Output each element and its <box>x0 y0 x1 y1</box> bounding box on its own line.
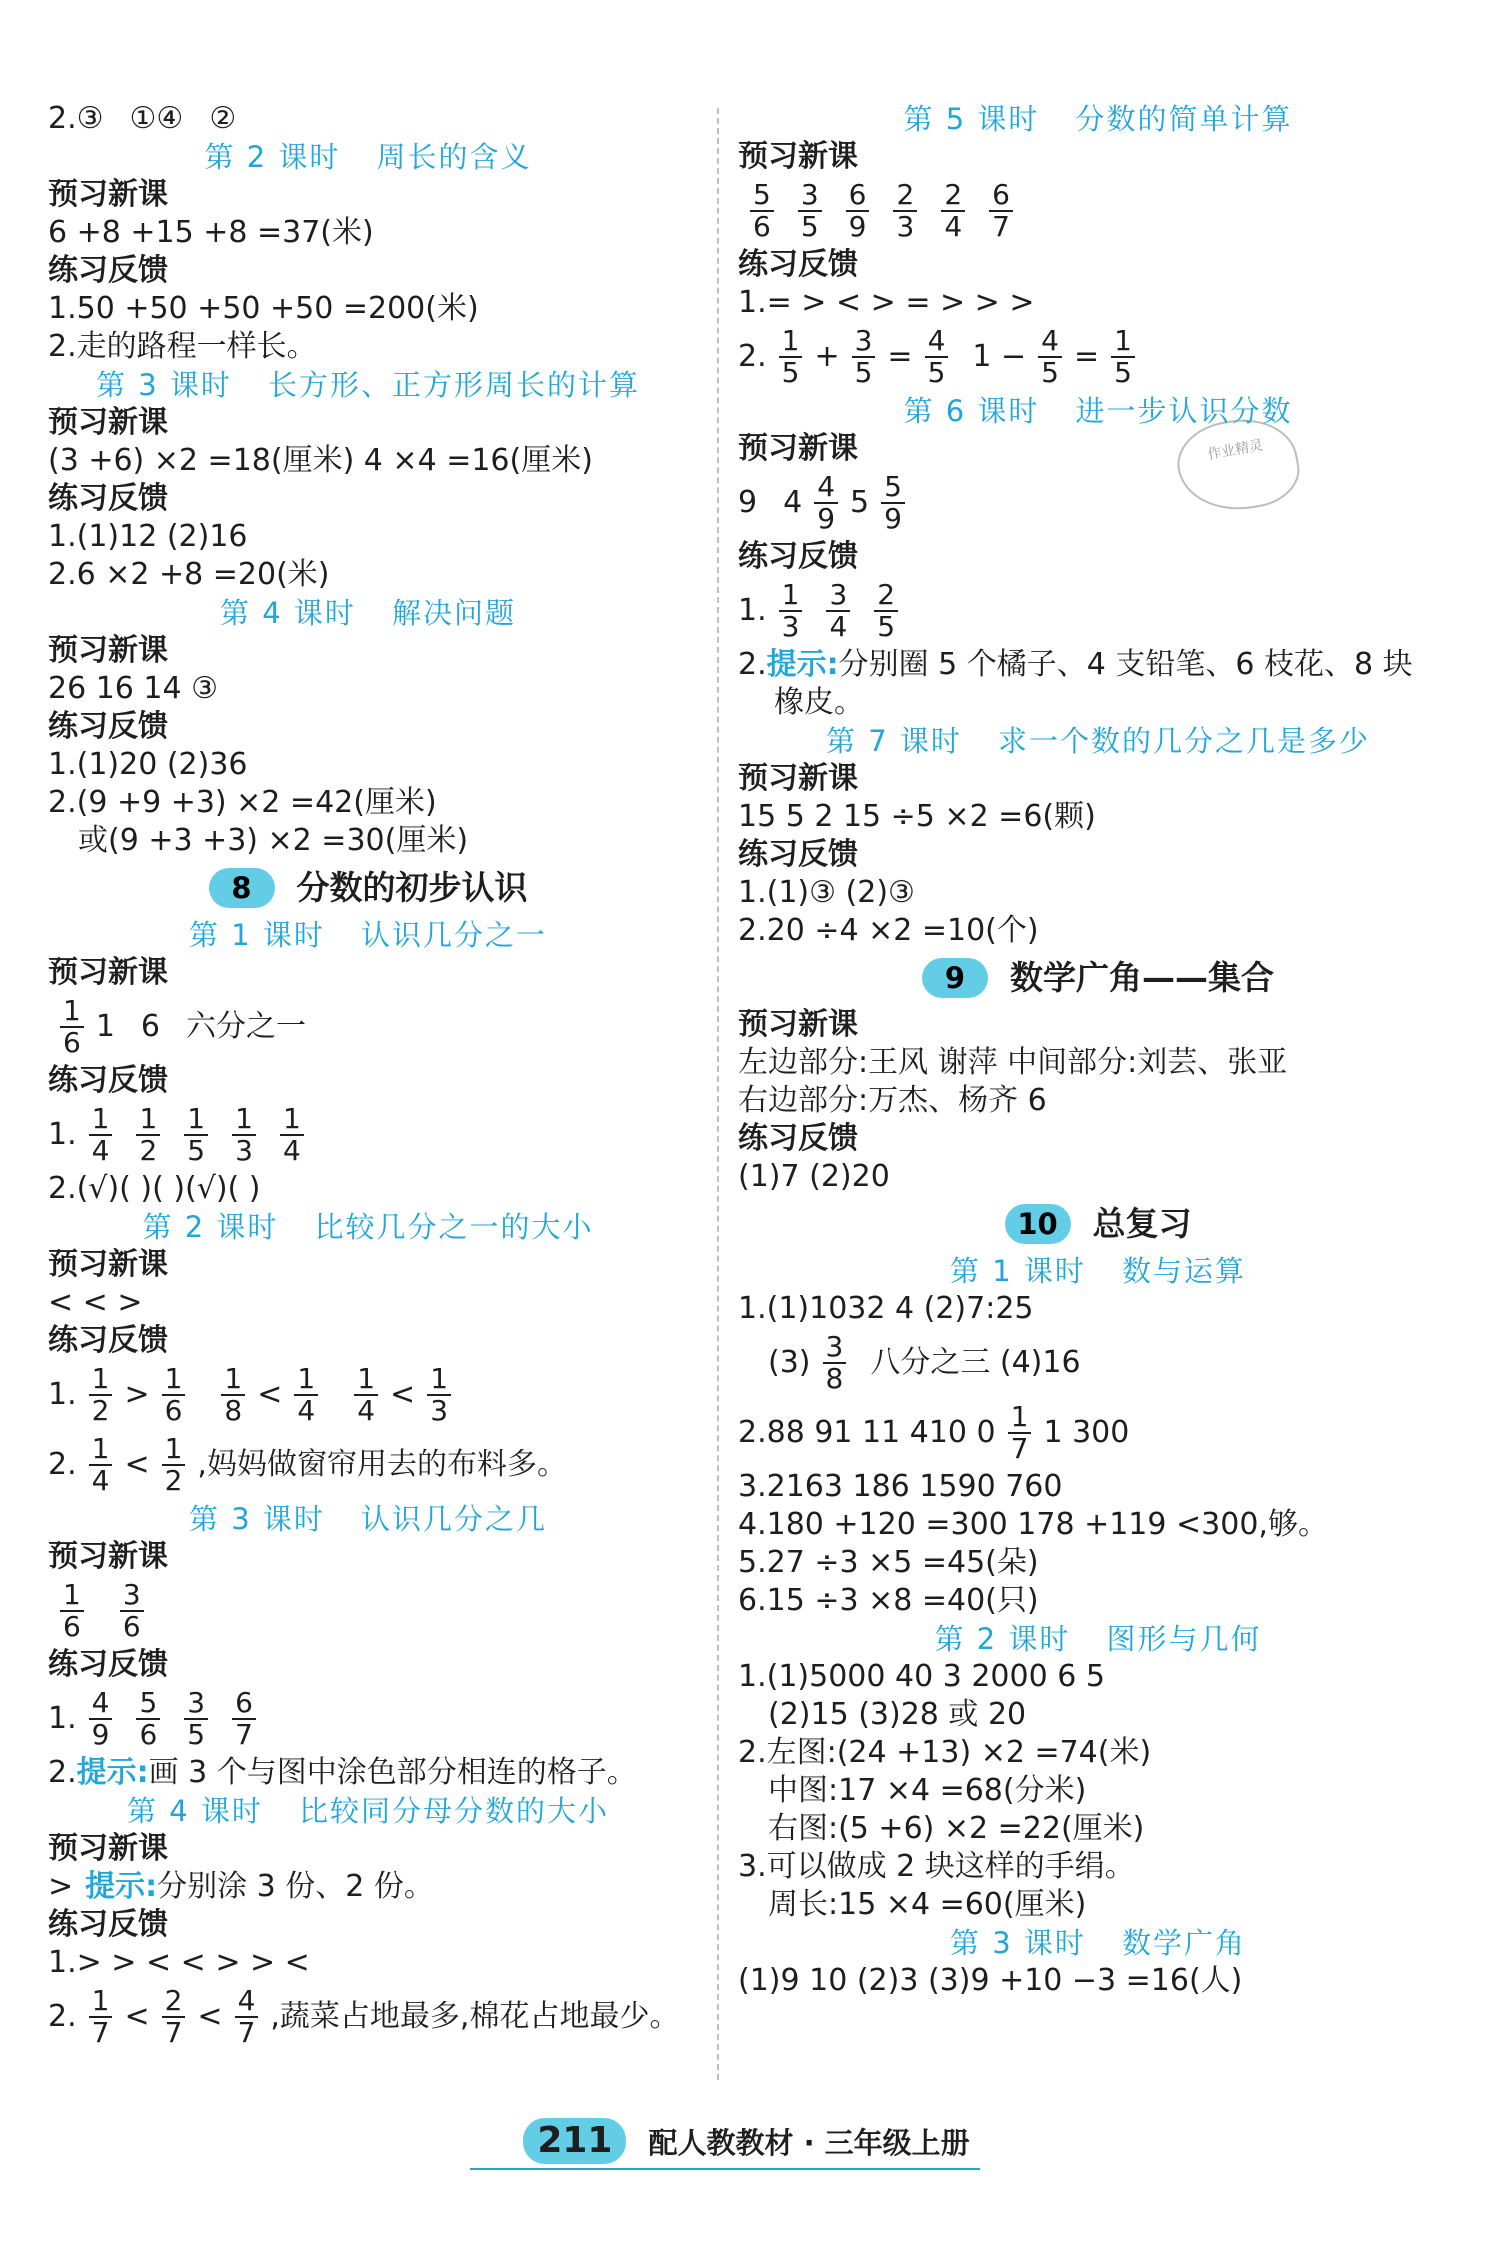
answer-line: 或(9 +3 +3) ×2 =30(厘米) <box>78 823 469 858</box>
fraction: $\frac{1}{2}$ <box>162 1434 186 1496</box>
lesson-heading: 第 4 课时 比较同分母分数的大小 <box>127 1794 609 1828</box>
lesson-heading: 第 4 课时 解决问题 <box>220 596 516 630</box>
unit-title: 10 总复习 <box>738 1196 1458 1252</box>
fraction: $\frac{3}{8}$ <box>823 1332 847 1394</box>
answer-line: 2.走的路程一样长。 <box>48 329 317 364</box>
answer-line: 1.(1)5000 40 3 2000 6 5 <box>738 1659 1105 1694</box>
preview-label: 预习新课 <box>738 1007 858 1042</box>
practice-label: 练习反馈 <box>48 1323 168 1358</box>
answer-line: $\frac{1}{6}$ 1 6 六分之一 <box>48 992 688 1062</box>
fraction: $\frac{1}{8}$ <box>221 1364 245 1426</box>
answer-line: 2. 提示: 画 3 个与图中涂色部分相连的格子。 <box>48 1755 637 1790</box>
answer-line <box>48 1576 688 1646</box>
answer-line: 9 4 $\frac{4}{9}$ 5 $\frac{5}{9}$ <box>738 468 1458 538</box>
practice-label: 练习反馈 <box>48 1907 168 1942</box>
fraction: $\frac{1}{4}$ <box>89 1104 113 1166</box>
answer-line: 2.20 ÷4 ×2 =10(个) <box>738 913 1039 948</box>
fraction: $\frac{3}{5}$ <box>798 180 822 242</box>
practice-label: 练习反馈 <box>738 539 858 574</box>
fraction: $\frac{2}{5}$ <box>874 580 898 642</box>
hint-label: 提示: <box>76 1755 149 1790</box>
answer-line: (1)9 10 (2)3 (3)9 +10 −3 =16(人) <box>738 1963 1243 1998</box>
practice-label: 练习反馈 <box>48 709 168 744</box>
preview-label: 预习新课 <box>738 761 858 796</box>
fraction: $\frac{3}{4}$ <box>826 580 850 642</box>
answer-line: (3) $\frac{3}{8}$ 八分之三 (4)16 <box>768 1329 1081 1395</box>
fraction: $\frac{1}{6}$ <box>60 996 84 1058</box>
preview-label: 预习新课 <box>48 177 168 212</box>
practice-label: 练习反馈 <box>738 1121 858 1156</box>
fraction: $\frac{5}{6}$ <box>750 180 774 242</box>
answer-line: 4.180 +120 =300 178 +119 <300,够。 <box>738 1507 1328 1542</box>
fraction: $\frac{1}{4}$ <box>294 1364 318 1426</box>
lesson-heading: 第 2 课时 比较几分之一的大小 <box>142 1210 594 1244</box>
answer-line: < < > <box>48 1285 143 1320</box>
answer-line: 右图:(5 +6) ×2 =22(厘米) <box>768 1811 1145 1846</box>
fraction: $\frac{4}{7}$ <box>235 1986 259 2048</box>
answer-line: 5.27 ÷3 ×5 =45(朵) <box>738 1545 1039 1580</box>
answer-line: 1. $\frac{1}{2}$ > $\frac{1}{6}$ $\frac{1}{8}$ < $\frac{1}{4}$ $\frac{1}{4}$ < $\frac{1}{3}$ <box>48 1360 688 1430</box>
answer-line: 1. $\frac{1}{3}$ $\frac{3}{4}$ $\frac{2}{5}$ <box>738 576 1458 646</box>
answer-line: 2.左图:(24 +13) ×2 =74(米) <box>738 1735 1152 1770</box>
answer-line: 1.50 +50 +50 +50 =200(米) <box>48 291 479 326</box>
answer-line: 2.88 91 11 410 0 $\frac{1}{7}$ 1 300 <box>738 1399 1130 1465</box>
fraction: $\frac{1}{2}$ <box>89 1364 113 1426</box>
fraction: $\frac{4}{9}$ <box>89 1688 113 1750</box>
footer-underline <box>470 2168 980 2170</box>
left-column <box>48 100 688 2052</box>
lesson-heading: 第 2 课时 图形与几何 <box>934 1622 1262 1656</box>
practice-label: 练习反馈 <box>738 837 858 872</box>
answer-line: 1.> > < < > > < <box>48 1945 310 1980</box>
fraction: $\frac{3}{6}$ <box>120 1580 144 1642</box>
lesson-heading: 第 1 课时 认识几分之一 <box>189 918 547 952</box>
unit-number-badge: 8 <box>209 868 275 908</box>
hint-label: 提示: <box>766 647 839 682</box>
hint-label: 提示: <box>85 1869 158 1904</box>
fraction: $\frac{2}{7}$ <box>162 1986 186 2048</box>
answer-line: 6.15 ÷3 ×8 =40(只) <box>738 1583 1039 1618</box>
preview-label: 预习新课 <box>48 405 168 440</box>
answer-line: (1)7 (2)20 <box>738 1159 890 1194</box>
answer-line: 1. $\frac{1}{4}$ $\frac{1}{2}$ $\frac{1}{5}$ $\frac{1}{3}$ $\frac{1}{4}$ <box>48 1100 688 1170</box>
fraction: $\frac{1}{3}$ <box>232 1104 256 1166</box>
fraction: $\frac{5}{6}$ <box>136 1688 160 1750</box>
fraction: $\frac{1}{7}$ <box>1008 1402 1032 1464</box>
fraction: $\frac{1}{5}$ <box>779 326 803 388</box>
practice-label: 练习反馈 <box>48 1647 168 1682</box>
fraction: $\frac{4}{5}$ <box>925 326 949 388</box>
fraction: $\frac{6}{7}$ <box>232 1688 256 1750</box>
practice-label: 练习反馈 <box>48 481 168 516</box>
answer-line: 2. $\frac{1}{4}$ < $\frac{1}{2}$ ,妈妈做窗帘用去的布料多。 <box>48 1431 567 1497</box>
answer-line: 1.(1)1032 4 (2)7:25 <box>738 1291 1034 1326</box>
preview-label: 预习新课 <box>48 633 168 668</box>
answer-line: 1.(1)20 (2)36 <box>48 747 248 782</box>
unit-title: 9 数学广角——集合 <box>738 950 1458 1006</box>
lesson-heading: 第 5 课时 分数的简单计算 <box>903 102 1293 136</box>
fraction: $\frac{1}{4}$ <box>89 1434 113 1496</box>
fraction: $\frac{6}{9}$ <box>846 180 870 242</box>
fraction: $\frac{1}{2}$ <box>136 1104 160 1166</box>
answer-line: 2.(9 +9 +3) ×2 =42(厘米) <box>48 785 437 820</box>
fraction: $\frac{1}{5}$ <box>184 1104 208 1166</box>
fraction: $\frac{4}{9}$ <box>814 472 838 534</box>
preview-label: 预习新课 <box>48 955 168 990</box>
fraction: $\frac{1}{4}$ <box>354 1364 378 1426</box>
answer-line: 2.6 ×2 +8 =20(米) <box>48 557 330 592</box>
practice-label: 练习反馈 <box>48 253 168 288</box>
unit-title: 8 分数的初步认识 <box>48 860 688 916</box>
preview-label: 预习新课 <box>48 1831 168 1866</box>
unit-number-badge: 9 <box>922 958 988 998</box>
answer-line: 中图:17 ×4 =68(分米) <box>768 1773 1087 1808</box>
answer-line: 1.(1)12 (2)16 <box>48 519 248 554</box>
lesson-heading: 第 2 课时 周长的含义 <box>204 140 532 174</box>
preview-label: 预习新课 <box>48 1539 168 1574</box>
answer-line: 2. $\frac{1}{5}$ + $\frac{3}{5}$ = $\frac{4}{5}$ 1 − $\frac{4}{5}$ = $\frac{1}{5}$ <box>738 322 1458 392</box>
lesson-heading: 第 3 课时 数学广角 <box>950 1926 1246 1960</box>
fraction: $\frac{1}{3}$ <box>427 1364 451 1426</box>
practice-label: 练习反馈 <box>48 1063 168 1098</box>
answer-line: 右边部分:万杰、杨齐 6 <box>738 1083 1047 1118</box>
fraction: $\frac{1}{4}$ <box>280 1104 304 1166</box>
answer-line: 15 5 2 15 ÷5 ×2 =6(颗) <box>738 799 1096 834</box>
lesson-heading: 第 3 课时 认识几分之几 <box>189 1502 547 1536</box>
lesson-heading: 第 3 课时 长方形、正方形周长的计算 <box>96 368 640 402</box>
answer-line: 1.(1)③ (2)③ <box>738 875 915 910</box>
fraction: $\frac{1}{3}$ <box>779 580 803 642</box>
unit-number-badge: 10 <box>1005 1204 1071 1244</box>
fraction: $\frac{1}{5}$ <box>1111 326 1135 388</box>
answer-line: 左边部分:王风 谢萍 中间部分:刘芸、张亚 <box>738 1045 1288 1080</box>
preview-label: 预习新课 <box>738 139 858 174</box>
fraction: $\frac{3}{5}$ <box>184 1688 208 1750</box>
fraction: $\frac{6}{7}$ <box>989 180 1013 242</box>
fraction: $\frac{1}{7}$ <box>89 1986 113 2048</box>
lesson-heading: 第 1 课时 数与运算 <box>950 1254 1246 1288</box>
fraction: $\frac{2}{4}$ <box>941 180 965 242</box>
answer-line: 6 +8 +15 +8 =37(米) <box>48 215 374 250</box>
lesson-heading: 第 6 课时 进一步认识分数 <box>903 394 1293 428</box>
fraction: $\frac{3}{5}$ <box>852 326 876 388</box>
fraction: $\frac{5}{9}$ <box>881 472 905 534</box>
answer-line: 橡皮。 <box>774 685 864 720</box>
answer-line: 3.可以做成 2 块这样的手绢。 <box>738 1849 1135 1884</box>
preview-label: 预习新课 <box>48 1247 168 1282</box>
lesson-heading: 第 7 课时 求一个数的几分之几是多少 <box>826 724 1370 758</box>
answer-line <box>738 176 1458 246</box>
answer-line: 1. $\frac{4}{9}$ $\frac{5}{6}$ $\frac{3}{5}$ $\frac{6}{7}$ <box>48 1684 688 1754</box>
answer-line: (3 +6) ×2 =18(厘米) 4 ×4 =16(厘米) <box>48 443 593 478</box>
practice-label: 练习反馈 <box>738 247 858 282</box>
page-number: 211 <box>523 2118 626 2164</box>
answer-line: 3.2163 186 1590 760 <box>738 1469 1063 1504</box>
answer-line: 2. $\frac{1}{7}$ < $\frac{2}{7}$ < $\frac{4}{7}$ ,蔬菜占地最多,棉花占地最少。 <box>48 1983 680 2049</box>
fraction: $\frac{2}{3}$ <box>893 180 917 242</box>
page-footer <box>0 2118 1493 2164</box>
watermark-stamp: 作业精灵 <box>1171 410 1305 519</box>
answer-line: 26 16 14 ③ <box>48 671 219 706</box>
answer-line: 2. ③ ①④ ② <box>48 101 237 136</box>
answer-line: 1.= > < > = > > > <box>738 285 1035 320</box>
right-column <box>738 100 1458 2000</box>
fraction: $\frac{1}{6}$ <box>162 1364 186 1426</box>
book-caption: 配人教教材 · 三年级上册 <box>648 2125 970 2160</box>
answer-line: 2.(√)( )( )(√)( ) <box>48 1171 261 1206</box>
column-divider <box>717 108 719 2080</box>
answer-line: > 提示: 分别涂 3 份、2 份。 <box>48 1869 434 1904</box>
answer-line: (2)15 (3)28 或 20 <box>768 1697 1027 1732</box>
answer-line: 2. 提示: 分别圈 5 个橘子、4 支铅笔、6 枝花、8 块 <box>738 647 1413 682</box>
answer-line: 周长:15 ×4 =60(厘米) <box>768 1887 1087 1922</box>
fraction: $\frac{1}{6}$ <box>60 1580 84 1642</box>
preview-label: 预习新课 <box>738 431 858 466</box>
fraction: $\frac{4}{5}$ <box>1038 326 1062 388</box>
